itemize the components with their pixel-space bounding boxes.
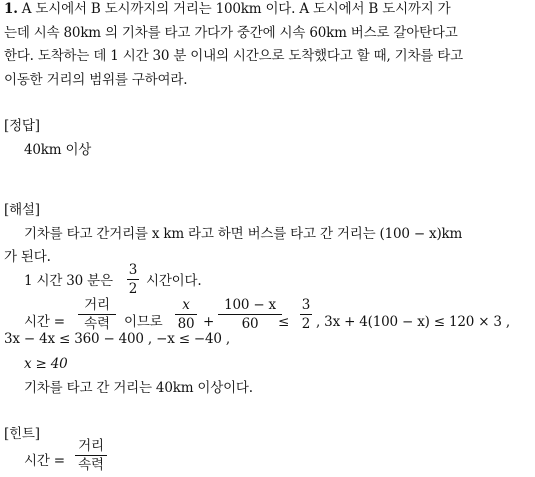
fraction-numerator: 거리	[78, 438, 104, 454]
solution-line-4-label: 시간 =	[24, 314, 65, 330]
solution-line-7: 기차를 타고 간 거리는 40km 이상이다.	[24, 380, 253, 396]
answer-heading: [정답]	[4, 118, 40, 134]
fraction-three-halves-2	[300, 297, 312, 332]
fraction-bar	[175, 314, 197, 315]
problem-number: 1.	[4, 1, 18, 17]
solution-line-3b: 시간이다.	[146, 273, 202, 289]
fraction-denominator: 2	[301, 316, 311, 332]
solution-line-2: 가 된다.	[4, 249, 51, 265]
solution-heading: [해설]	[4, 202, 40, 218]
fraction-distance-speed	[78, 297, 116, 332]
problem-line-3: 한다. 도착하는 데 1 시간 30 분 이내의 시간으로 도착했다고 할 때, 기차를 타고	[4, 48, 463, 64]
fraction-numerator: 3	[301, 297, 311, 313]
solution-line-6: x ≥ 40	[24, 356, 68, 372]
fraction-denominator: 속력	[84, 316, 110, 332]
answer-text: 40km 이상	[24, 142, 92, 158]
solution-line-4-tail: , 3x + 4(100 − x) ≤ 120 × 3 ,	[316, 314, 511, 330]
leq-sign: ≤	[278, 314, 290, 330]
fraction-hint	[75, 438, 107, 473]
fraction-three-halves	[127, 262, 139, 297]
problem-text-1: A 도시에서 B 도시까지의 거리는 100km 이다. A 도시에서 B 도시까지 가	[21, 1, 451, 17]
fraction-denominator: 80	[177, 316, 195, 332]
fraction-bar	[127, 279, 139, 280]
fraction-bar	[78, 314, 116, 315]
fraction-numerator: 거리	[84, 297, 110, 313]
problem-line-2: 는데 시속 80km 의 기차를 타고 가다가 중간에 시속 60km 버스로 갈아탄다고	[4, 25, 458, 41]
fraction-bar	[300, 314, 312, 315]
problem-line-1	[4, 0, 451, 18]
fraction-denominator: 60	[241, 316, 259, 332]
problem-line-4: 이동한 거리의 범위를 구하여라.	[4, 72, 188, 88]
solution-line-1: 기차를 타고 간거리를 x km 라고 하면 버스를 타고 간 거리는 (100 − x)km	[24, 226, 463, 242]
fraction-denominator: 2	[128, 281, 138, 297]
fraction-numerator: 100 − x	[224, 297, 276, 313]
hint-label: 시간 =	[24, 453, 65, 469]
fraction-numerator: 3	[128, 262, 138, 278]
hint-heading: [힌트]	[4, 426, 40, 442]
fraction-x-over-80	[175, 297, 197, 332]
solution-line-3a: 1 시간 30 분은	[24, 273, 113, 289]
fraction-remaining-over-60	[218, 297, 282, 332]
solution-line-5: 3x − 4x ≤ 360 − 400 , −x ≤ −40 ,	[4, 331, 230, 347]
fraction-numerator: x	[182, 297, 190, 313]
fraction-bar	[218, 314, 282, 315]
plus-sign: +	[203, 314, 215, 330]
fraction-denominator: 속력	[78, 457, 104, 473]
fraction-bar	[75, 455, 107, 456]
solution-line-4-mid: 이므로	[124, 314, 163, 330]
